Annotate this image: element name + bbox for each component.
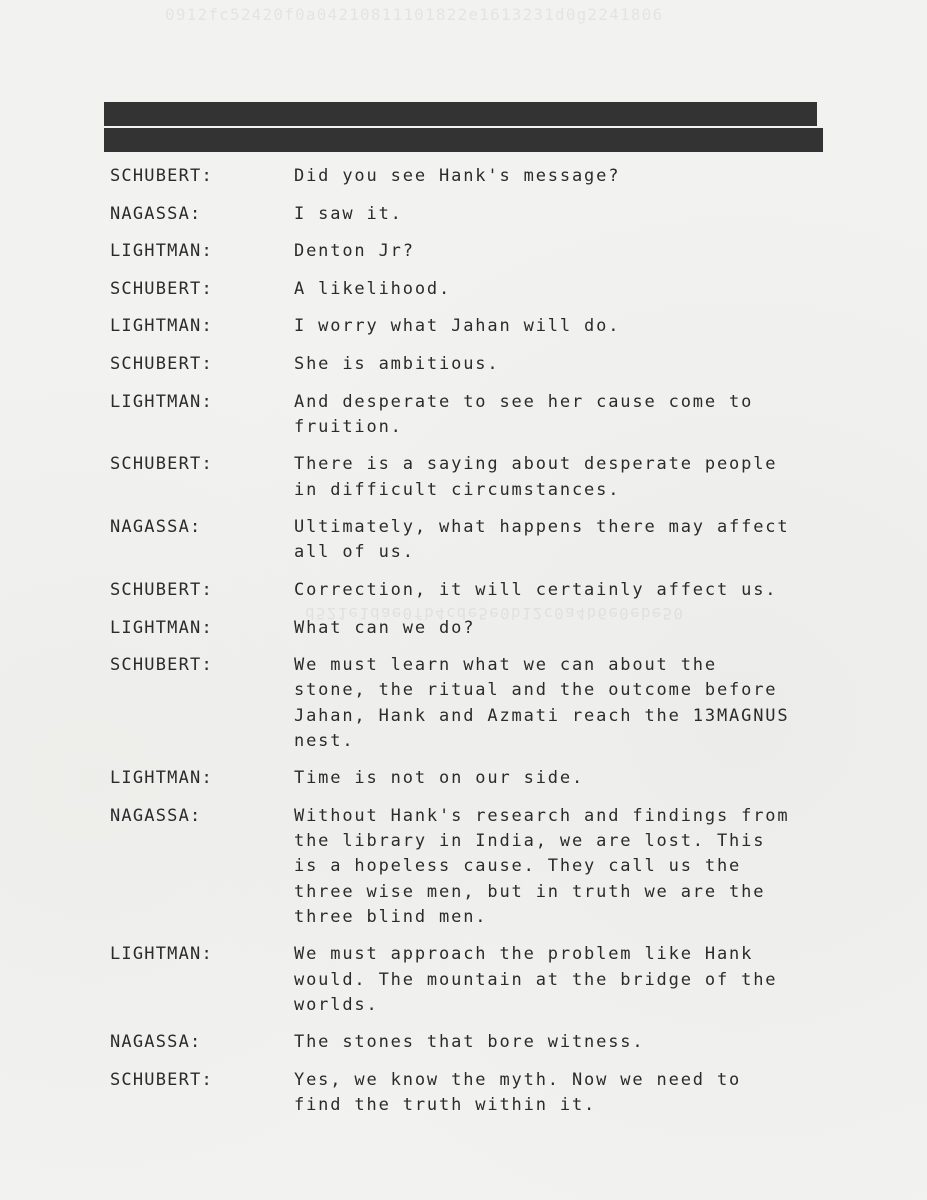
transcript-row <box>110 515 830 565</box>
speaker-name: SCHUBERT: <box>110 1069 213 1090</box>
transcript-row <box>110 942 830 1018</box>
dialogue-text: We must learn what we can about the stone, the ritual and the outcome before Jahan, Hank and Azmati reach the 13MAGNUS nest. <box>294 655 790 751</box>
dialogue-text: Denton Jr? <box>294 241 415 262</box>
faded-header-code: 0912fc52420f0a04210811101822e1613231d0g2241806 <box>165 5 664 24</box>
dialogue-text: A likelihood. <box>294 278 452 299</box>
transcript-row <box>110 616 830 641</box>
speaker-name: NAGASSA: <box>110 203 202 224</box>
transcript-row <box>110 164 830 189</box>
transcript-row <box>110 239 830 264</box>
dialogue-text: What can we do? <box>294 617 476 638</box>
transcript-row <box>110 314 830 339</box>
speaker-name: SCHUBERT: <box>110 166 213 186</box>
transcript-row <box>110 653 830 754</box>
speaker-name: LIGHTMAN: <box>110 391 213 412</box>
dialogue-text: Without Hank's research and findings from the library in India, we are lost. This is a hopeless cause. They call us the three wise men, but in truth we are the three blind men. <box>294 805 790 927</box>
dialogue-text: She is ambitious. <box>294 353 500 374</box>
speaker-name: LIGHTMAN: <box>110 768 213 789</box>
transcript-row <box>110 766 830 791</box>
speaker-name: SCHUBERT: <box>110 655 213 676</box>
dialogue-text: Did you see Hank's message? <box>294 166 621 186</box>
transcript-row <box>110 390 830 440</box>
redaction-bar <box>104 102 817 126</box>
faded-mirrored-code: d521e1dae0fb4cde5e0b12c0a4b6e0ebe50 <box>305 604 685 623</box>
dialogue-text: Ultimately, what happens there may affect all of us. <box>294 517 790 563</box>
transcript-row <box>110 1030 830 1055</box>
dialogue-text: Yes, we know the myth. Now we need to find the truth within it. <box>294 1069 742 1116</box>
dialogue-text: Time is not on our side. <box>294 768 585 789</box>
speaker-name: SCHUBERT: <box>110 278 213 299</box>
transcript-row <box>110 277 830 302</box>
transcript-row <box>110 804 830 930</box>
speaker-name: SCHUBERT: <box>110 353 213 374</box>
speaker-name: NAGASSA: <box>110 805 202 826</box>
transcript-row <box>110 352 830 377</box>
speaker-name: LIGHTMAN: <box>110 241 213 262</box>
transcript-row <box>110 202 830 227</box>
speaker-name: LIGHTMAN: <box>110 316 213 337</box>
dialogue-text: And desperate to see her cause come to fruition. <box>294 391 754 437</box>
dialogue-text: I worry what Jahan will do. <box>294 316 621 337</box>
redaction-bar <box>104 128 823 152</box>
dialogue-text: There is a saying about desperate people in difficult circumstances. <box>294 454 778 500</box>
dialogue-text: We must approach the problem like Hank would. The mountain at the bridge of the worlds. <box>294 944 778 1015</box>
dialogue-text: The stones that bore witness. <box>294 1032 645 1053</box>
speaker-name: LIGHTMAN: <box>110 944 213 965</box>
transcript-row <box>110 578 830 603</box>
transcript <box>110 164 830 1131</box>
dialogue-text: I saw it. <box>294 203 403 224</box>
transcript-row <box>110 452 830 502</box>
speaker-name: NAGASSA: <box>110 517 202 538</box>
dialogue-text: Correction, it will certainly affect us. <box>294 579 778 600</box>
speaker-name: NAGASSA: <box>110 1032 202 1053</box>
speaker-name: SCHUBERT: <box>110 454 213 475</box>
transcript-row <box>110 1068 830 1118</box>
speaker-name: SCHUBERT: <box>110 579 213 600</box>
speaker-name: LIGHTMAN: <box>110 617 213 638</box>
